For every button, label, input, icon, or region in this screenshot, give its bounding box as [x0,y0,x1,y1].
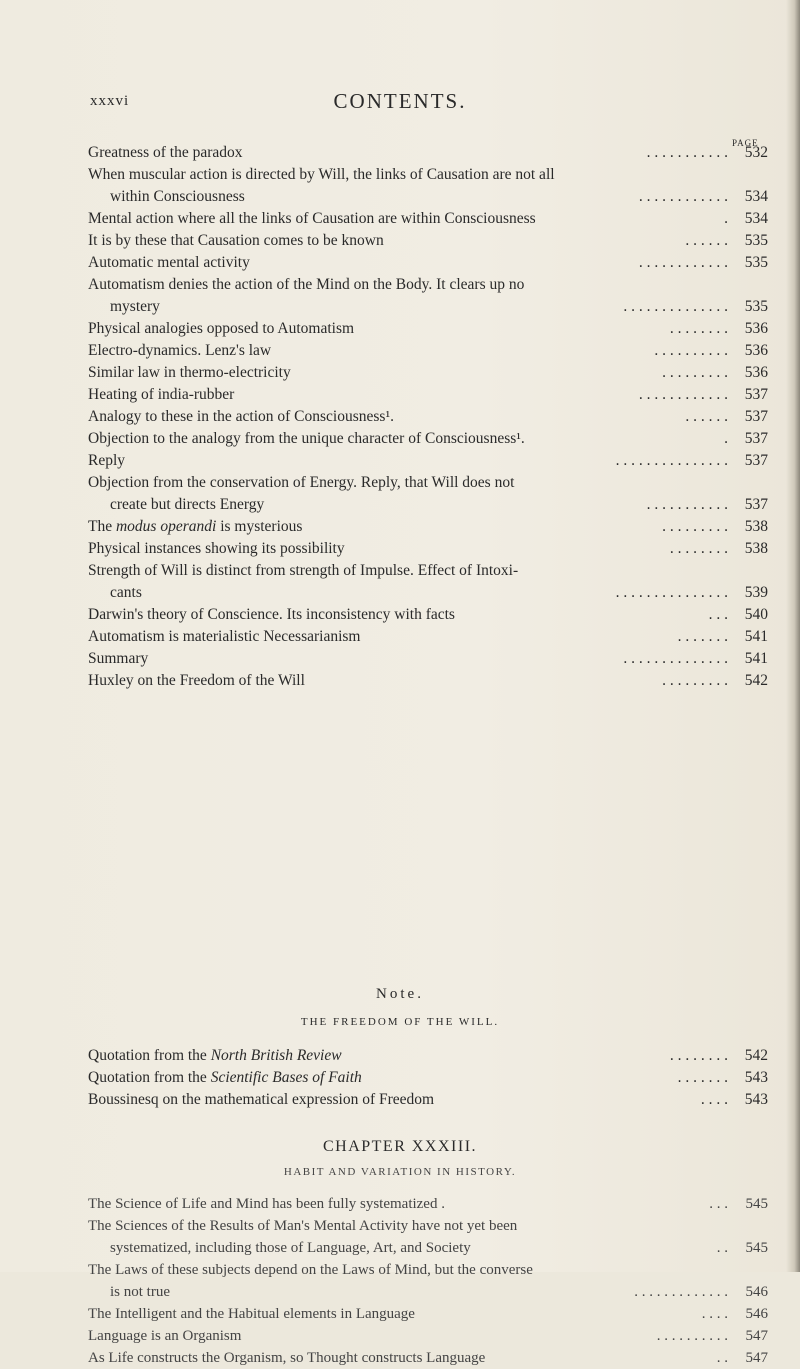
toc-page-number: 547 [745,1350,768,1366]
page-number-roman: xxxvi [90,93,130,109]
toc-page-number: 534 [744,188,768,205]
dot-leader: . . . . . . . . . . . . [638,188,728,205]
toc-entry-title: The modus operandi is mysterious [88,518,303,535]
toc-page-number: 535 [744,254,768,271]
dot-leader: . . . [708,606,728,623]
toc-page-number: 546 [745,1306,768,1322]
toc-entry-title: Physical instances showing its possibility [88,540,345,557]
toc-page-number: 535 [744,298,768,315]
toc-page-number: 541 [744,628,768,645]
toc-entry-title: Reply [88,452,126,469]
toc-entry [88,1259,768,1281]
toc-page-number: 536 [744,342,768,359]
dot-leader: . . . . . . [685,408,728,425]
entry-italic-phrase: modus operandi [115,518,217,535]
note-heading: Note. [376,986,424,1002]
dot-leader: . . . . . . . . [669,320,728,337]
toc-page-number: 543 [744,1069,768,1086]
toc-entry-title: The Sciences of the Results of Man's Mental Activity have not yet been [88,1218,518,1234]
toc-page-number: 542 [744,672,768,689]
toc-page-number: 543 [744,1091,768,1108]
toc-page-number: 547 [745,1328,768,1344]
toc-entry [88,1325,768,1347]
toc-entry [88,494,768,516]
dot-leader: . . [716,1240,728,1256]
toc-page-number: 535 [744,232,768,249]
toc-entry-title: create but directs Energy [110,496,265,513]
toc-entry [88,340,768,362]
toc-entry-title [88,1045,342,1067]
toc-entry [88,296,768,318]
contents-list [88,142,768,692]
toc-page-number: 537 [744,430,768,447]
toc-entry [88,142,768,164]
toc-entry-title: The Laws of these subjects depend on the Laws of Mind, but the converse [88,1262,533,1278]
toc-entry-title: within Consciousness [110,188,245,205]
dot-leader: . . . . [701,1306,728,1322]
toc-entry-title: Darwin's theory of Conscience. Its inconsistency with facts [88,606,455,623]
dot-leader: . . . . . . . . . [662,672,728,689]
toc-entry-title: systematized, including those of Language, Art, and Society [110,1240,471,1256]
toc-entry-title: Mental action where all the links of Causation are within Consciousness [88,210,536,227]
chapter-subheading: HABIT AND VARIATION IN HISTORY. [283,1166,517,1178]
toc-entry-title: Greatness of the paradox [88,144,243,161]
toc-entry-title: is not true [110,1284,170,1300]
toc-entry-title: Automatic mental activity [88,254,250,271]
dot-leader: . . . . . . . . . . [654,342,728,359]
toc-entry-title: As Life constructs the Organism, so Thought constructs Language [88,1350,486,1366]
toc-entry-title: Similar law in thermo-electricity [88,364,291,381]
toc-page-number: 537 [744,452,768,469]
dot-leader: . . . . . . . . [669,1047,728,1064]
chapter-contents-list [88,1193,768,1366]
toc-entry [88,604,768,626]
toc-entry-title: Electro-dynamics. Lenz's law [88,342,272,359]
toc-entry-title: The Science of Life and Mind has been fully systematized . [88,1196,445,1212]
toc-entry-title: Summary [88,650,149,667]
dot-leader: . . . . . . . . . . . . . . [623,650,728,667]
toc-page-number: 538 [744,518,768,535]
dot-leader: . . . . . . . . . . [656,1328,728,1344]
toc-entry [88,186,768,208]
toc-entry [88,516,768,538]
toc-page-number: 540 [744,606,768,623]
dot-leader: . . . . . . . . . . . . [638,254,728,271]
toc-page-number: 536 [744,320,768,337]
entry-italic-title: Scientific Bases of Faith [210,1069,362,1086]
toc-entry-title: Analogy to these in the action of Consciousness¹. [88,408,394,425]
toc-entry [88,626,768,648]
toc-page-number: 542 [744,1047,768,1064]
toc-entry-title: cants [110,584,142,601]
toc-entry-title: Huxley on the Freedom of the Will [88,672,305,689]
dot-leader: . . . . . . . [677,628,728,645]
toc-entry [88,560,768,582]
toc-entry [88,1281,768,1303]
dot-leader: . [724,430,728,447]
entry-italic-title: North British Review [210,1047,342,1064]
toc-entry-title: It is by these that Causation comes to be known [88,232,384,249]
toc-entry [88,450,768,472]
note-subheading: THE FREEDOM OF THE WILL. [300,1016,500,1028]
toc-page-number: 545 [745,1196,768,1212]
toc-entry-title: Language is an Organism [88,1328,242,1344]
toc-entry-title: mystery [110,298,160,315]
toc-entry-title: When muscular action is directed by Will, the links of Causation are not all [88,166,555,183]
toc-page-number: 537 [744,408,768,425]
toc-entry [88,362,768,384]
dot-leader: . . . . . . . . . . . . . . [623,298,728,315]
toc-entry [88,406,768,428]
toc-entry [88,384,768,406]
toc-page-number: 537 [744,386,768,403]
dot-leader: . . . . . . . . . [662,364,728,381]
toc-entry [88,1303,768,1325]
toc-entry [88,1045,768,1067]
dot-leader: . . . . [700,1091,728,1108]
toc-page-number: 546 [745,1284,768,1300]
running-title: CONTENTS. [333,89,467,113]
toc-entry-title: Automatism denies the action of the Mind on the Body. It clears up no [88,276,525,293]
dot-leader: . . . . . . . . . . . . . . . [615,452,728,469]
dot-leader: . [724,210,728,227]
chapter-heading: CHAPTER XXXIII. [322,1138,478,1155]
toc-page-number: 534 [744,210,768,227]
toc-entry-title: Objection from the conservation of Energy. Reply, that Will does not [88,474,515,491]
toc-entry [88,230,768,252]
toc-entry [88,648,768,670]
toc-entry [88,1089,768,1111]
toc-entry-title [88,1089,434,1111]
toc-page-number: 536 [744,364,768,381]
toc-entry-title: Automatism is materialistic Necessarianism [88,628,361,645]
toc-entry [88,472,768,494]
toc-entry [88,274,768,296]
toc-entry-title: Heating of india-rubber [88,386,235,403]
dot-leader: . . . . . . [685,232,728,249]
toc-entry [88,538,768,560]
toc-entry-title: Objection to the analogy from the unique character of Consciousness¹. [88,430,525,447]
toc-entry [88,1215,768,1237]
toc-page-number: 532 [744,144,768,161]
dot-leader: . . . . . . . . . [662,518,728,535]
dot-leader: . . [716,1350,728,1366]
dot-leader: . . . . . . . . . . . [646,496,728,513]
toc-page-number: 541 [744,650,768,667]
toc-page-number: 539 [744,584,768,601]
toc-entry [88,208,768,230]
dot-leader: . . . . . . . [677,1069,728,1086]
toc-entry [88,670,768,692]
toc-entry [88,582,768,604]
page-edge-shadow [786,0,800,1272]
toc-entry-title: Physical analogies opposed to Automatism [88,320,355,337]
toc-entry-title [88,1067,362,1089]
toc-entry [88,252,768,274]
toc-page-number: 537 [744,496,768,513]
toc-entry [88,1193,768,1215]
toc-entry [88,318,768,340]
toc-entry [88,1067,768,1089]
entry-text: Boussinesq on the mathematical expression of Freedom [88,1091,435,1108]
toc-page-number: 545 [745,1240,768,1256]
toc-page-number: 538 [744,540,768,557]
entry-text: Quotation from the [88,1047,211,1064]
dot-leader: . . . [709,1196,728,1212]
entry-text: Quotation from the [88,1069,211,1086]
dot-leader: . . . . . . . . [669,540,728,557]
toc-entry-title: The Intelligent and the Habitual elements in Language [88,1306,415,1322]
note-contents-list [88,1045,768,1111]
dot-leader: . . . . . . . . . . . . . . . [615,584,728,601]
toc-entry [88,1237,768,1259]
dot-leader: . . . . . . . . . . . . . [634,1284,728,1300]
toc-entry [88,428,768,450]
page-header [0,89,800,117]
page-column-label: PAGE [732,138,759,148]
toc-entry [88,1347,768,1369]
toc-entry [88,164,768,186]
dot-leader: . . . . . . . . . . . [646,144,728,161]
toc-entry-title: Strength of Will is distinct from strength of Impulse. Effect of Intoxi- [88,562,519,579]
dot-leader: . . . . . . . . . . . . [638,386,728,403]
